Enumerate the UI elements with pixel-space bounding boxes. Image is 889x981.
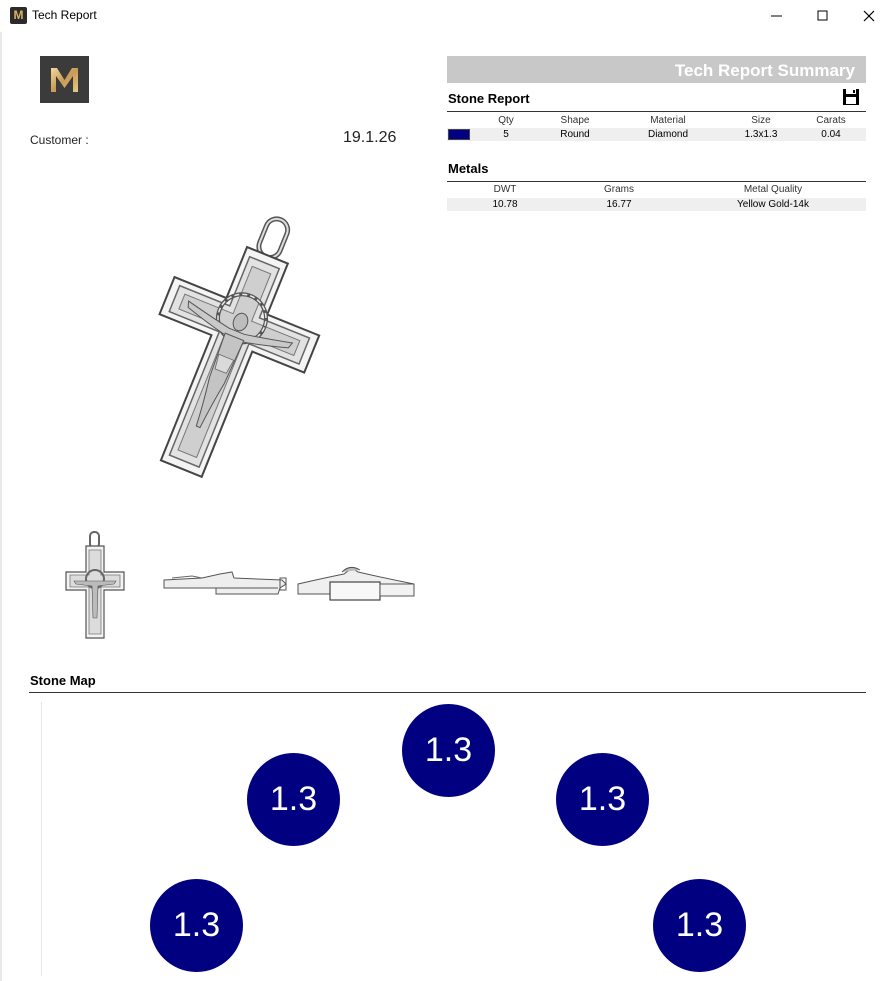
metals-title: Metals bbox=[448, 161, 489, 176]
metal-quality: Yellow Gold-14k bbox=[737, 199, 809, 210]
stone-report-divider bbox=[447, 111, 866, 112]
pendant-top-thumbnail bbox=[294, 564, 418, 604]
col-metal-quality: Metal Quality bbox=[743, 184, 803, 195]
col-dwt: DWT bbox=[493, 184, 517, 195]
stone-marker[interactable]: 1.3 bbox=[556, 753, 649, 846]
stone-report-header-row bbox=[447, 115, 866, 127]
maximize-icon bbox=[817, 10, 829, 22]
col-qty: Qty bbox=[498, 115, 514, 126]
minimize-button[interactable] bbox=[754, 0, 800, 32]
metals-divider bbox=[447, 181, 866, 182]
customer-label: Customer : bbox=[30, 133, 89, 147]
title-bar bbox=[0, 0, 889, 32]
stone-carats: 0.04 bbox=[821, 129, 841, 140]
logo-m-mark bbox=[40, 56, 89, 103]
stone-material: Diamond bbox=[647, 129, 689, 140]
col-grams: Grams bbox=[604, 184, 634, 195]
pendant-main-render bbox=[130, 208, 330, 488]
stone-marker[interactable]: 1.3 bbox=[653, 879, 746, 972]
window-edge bbox=[0, 32, 2, 981]
tech-report-summary-header: Tech Report Summary bbox=[447, 56, 866, 83]
stone-report-title: Stone Report bbox=[448, 91, 530, 106]
maximize-button[interactable] bbox=[800, 0, 846, 32]
col-carats: Carats bbox=[816, 115, 846, 126]
metal-dwt: 10.78 bbox=[492, 199, 518, 210]
close-button[interactable] bbox=[846, 0, 889, 32]
metal-grams: 16.77 bbox=[606, 199, 632, 210]
pendant-front-thumbnail bbox=[64, 530, 126, 642]
stone-color-swatch bbox=[448, 129, 470, 140]
pendant-side-thumbnail bbox=[162, 568, 288, 600]
table-row bbox=[447, 128, 866, 141]
col-shape: Shape bbox=[560, 115, 590, 126]
stone-qty: 5 bbox=[503, 129, 509, 140]
window-title: Tech Report bbox=[32, 8, 97, 22]
stone-marker[interactable]: 1.3 bbox=[402, 704, 495, 797]
stone-map-divider bbox=[29, 692, 866, 693]
stone-marker[interactable]: 1.3 bbox=[247, 753, 340, 846]
col-material: Material bbox=[650, 115, 686, 126]
report-date: 19.1.26 bbox=[343, 129, 397, 146]
metals-header-row bbox=[447, 184, 866, 196]
app-logo-icon: M bbox=[10, 7, 27, 24]
save-icon[interactable] bbox=[842, 88, 860, 106]
stone-shape: Round bbox=[560, 129, 590, 140]
stone-marker[interactable]: 1.3 bbox=[150, 879, 243, 972]
table-row bbox=[447, 198, 866, 211]
stone-size: 1.3x1.3 bbox=[744, 129, 778, 140]
minimize-icon bbox=[771, 10, 783, 22]
close-icon bbox=[863, 10, 875, 22]
col-size: Size bbox=[751, 115, 771, 126]
stone-map-edge bbox=[41, 702, 42, 976]
company-logo bbox=[40, 56, 89, 103]
stone-map-title: Stone Map bbox=[30, 673, 96, 688]
